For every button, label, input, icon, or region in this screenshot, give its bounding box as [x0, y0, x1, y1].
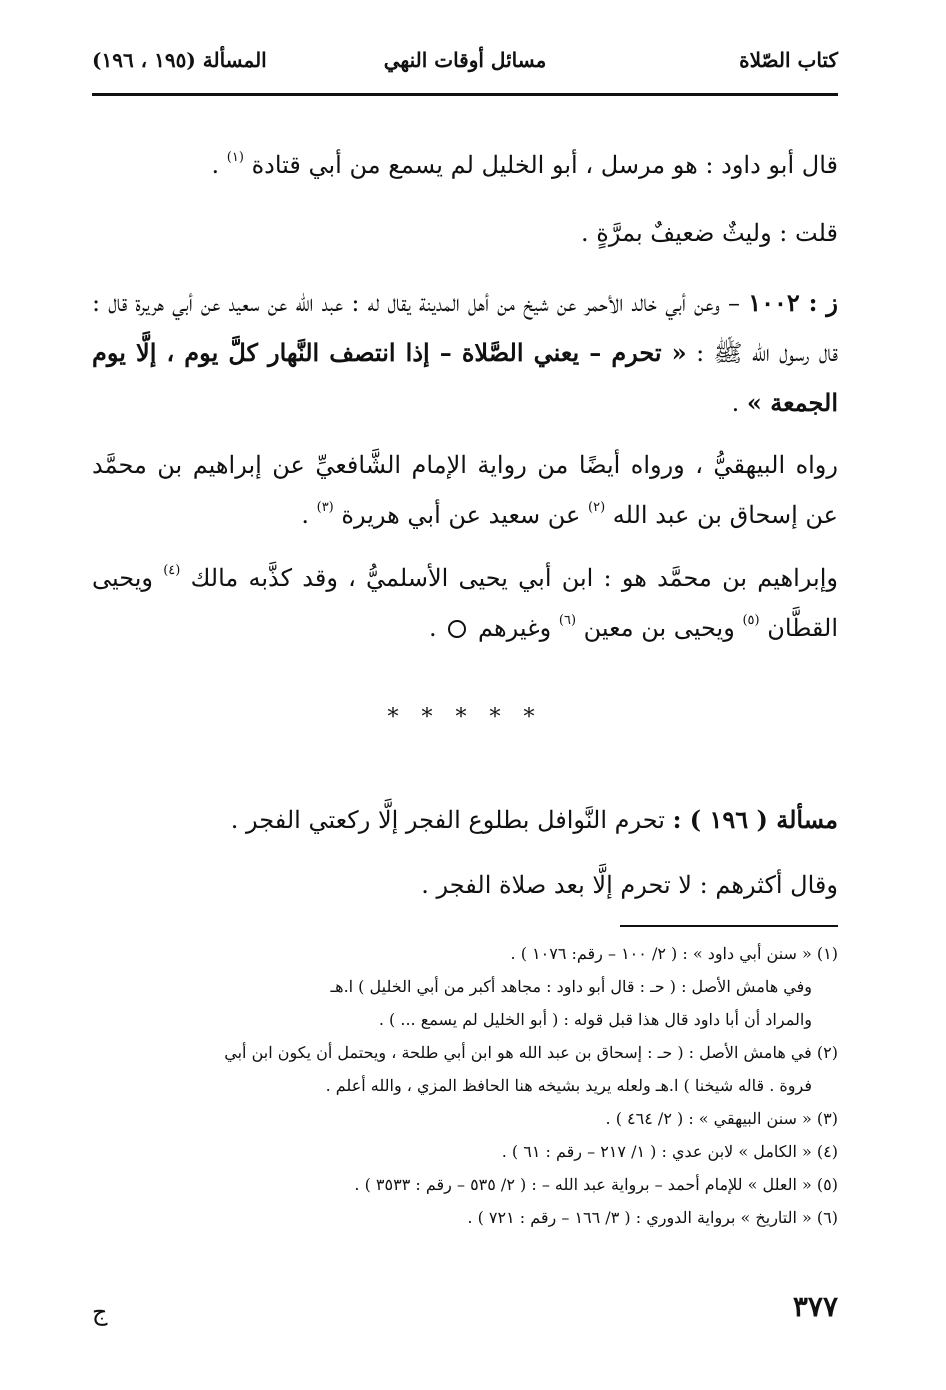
section-end-circle-icon: [448, 620, 466, 638]
signature-mark: ج: [92, 1298, 108, 1326]
paragraph-narration: رواه البيهقيُّ ، ورواه أيضًا من رواية الإمام الشَّافعيِّ عن إبراهيم بن محمَّد عن إسحاق بن عبد الله $^{(٢)}$ عن سعيد عن أبي هريرة $^{(٣)}$ .: [92, 451, 838, 529]
running-header: [92, 48, 838, 88]
issue-label: مسألة ( ١٩٦ ) :: [672, 805, 838, 834]
issue-196-heading: مسألة ( ١٩٦ ) : تحرم النَّوافل بطلوع الفجر إلَّا ركعتي الفجر .: [230, 805, 838, 834]
header-book-title: كتاب الصّلاة: [739, 48, 838, 72]
paragraph-hadith-1002: ز : ١٠٠٢ – وعن أبي خالد الأحمر عن شيخ من أهل المدينة يقال له : عبد الله عن سعيد عن أبي هريرة قال : قال رسول الله ﷺ : « تحرم – يعني الصَّلاة – إذا انتصف النَّهار كلَّ يوم ، إلَّا يوم الجمعة » .: [92, 288, 839, 417]
footnote-ref-4: (٤): [163, 563, 181, 578]
footnote-4: (٤) « الكامل » لابن عدي : ( ١/ ٢١٧ – رقم : ٦١ ) .: [501, 1142, 838, 1161]
footnote-ref-3: (٣): [316, 500, 334, 515]
footnote-3: (٣) « سنن البيهقي » : ( ٢/ ٤٦٤ ) .: [605, 1109, 838, 1128]
hadith-number: ز : ١٠٠٢: [748, 288, 838, 317]
footnote-ref-5: (٥): [742, 613, 760, 628]
header-divider: [92, 93, 838, 96]
book-page: [92, 0, 838, 1390]
footnote-ref-6: (٦): [558, 613, 577, 628]
footnote-2: (٢) في هامش الأصل : ( حـ : إسحاق بن عبد الله هو ابن أبي طلحة ، ويحتمل أن يكون ابن أبي: [224, 1043, 838, 1062]
hadith-text: « تحرم – يعني الصَّلاة – إذا انتصف النَّهار كلَّ يوم ، إلَّا يوم الجمعة »: [92, 338, 838, 417]
issue-196-majority-view: وقال أكثرهم : لا تحرم إلَّا بعد صلاة الفجر .: [421, 871, 838, 899]
footnote-1-continued: والمراد أن أبا داود قال هذا قبل قوله : ( أبو الخليل لم يسمع ... ) .: [378, 1010, 812, 1029]
page-number: ٣٧٧: [792, 1290, 838, 1323]
footnote-ref-2: (٢): [588, 500, 606, 515]
footnote-6: (٦) « التاريخ » برواية الدوري : ( ٣/ ١٦٦ – رقم : ٧٢١ ) .: [467, 1208, 838, 1227]
footnote-2-continued: فروة . قاله شيخنا ) ا.هـ ولعله يريد بشيخه هنا الحافظ المزي ، والله أعلم .: [325, 1076, 812, 1095]
footnote-1: (١) « سنن أبي داود » : ( ٢/ ١٠٠ – رقم: ١٠٧٦ ) .: [510, 944, 838, 963]
footnote-1-continued: وفي هامش الأصل : ( حـ : قال أبو داود : مجاهد أكبر من أبي الخليل ) ا.هـ: [330, 977, 812, 996]
header-issue-range: المسألة (١٩٥ ، ١٩٦): [92, 48, 267, 72]
paragraph-ibrahim: وإبراهيم بن محمَّد هو : ابن أبي يحيى الأسلميُّ ، وقد كذَّبه مالك $^{(٤)}$ ويحيى القطَّان $^{(٥)}$ ويحيى بن معين $^{(٦)}$ وغيرهم .: [92, 563, 838, 642]
footnote-divider: [620, 925, 838, 927]
paragraph-comment: قلت : وليثٌ ضعيفٌ بمرَّةٍ .: [581, 219, 838, 247]
footnote-5: (٥) « العلل » للإمام أحمد – برواية عبد الله – : ( ٢/ ٥٣٥ – رقم : ٣٥٣٣ ) .: [354, 1175, 838, 1194]
section-separator: * * * * *: [387, 705, 543, 730]
footnote-ref-1: (١): [226, 150, 244, 165]
header-chapter-title: مسائل أوقات النهي: [383, 48, 547, 72]
paragraph-abu-dawud: قال أبو داود : هو مرسل ، أبو الخليل لم يسمع من أبي قتادة $^{(١)}$ .: [211, 150, 838, 179]
